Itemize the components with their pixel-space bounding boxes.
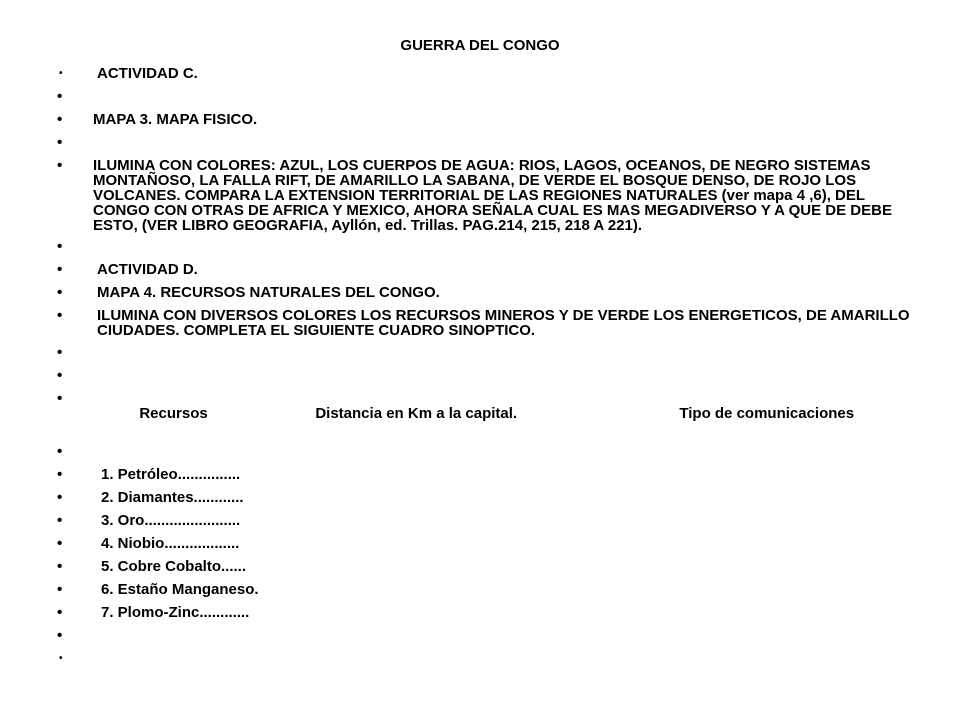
resource-estano-manganeso: 6. Estaño Manganeso. — [101, 581, 259, 598]
bullet-dot-icon: • — [57, 284, 63, 301]
bullet-dot-icon: • — [57, 581, 63, 598]
list-item — [56, 285, 916, 300]
page-title: GUERRA DEL CONGO — [400, 37, 560, 54]
list-item — [56, 651, 916, 666]
resource-cobre-cobalto: 5. Cobre Cobalto...... — [101, 558, 247, 575]
list-item — [56, 368, 916, 383]
map4-instructions: ILUMINA CON DIVERSOS COLORES LOS RECURSOS MINEROS Y DE VERDE LOS ENERGETICOS, DE AMARILLO CIUDADES. COMPLETA EL SIGUIENTE CUADRO SINOPTICO. — [97, 307, 910, 339]
resource-item — [56, 467, 916, 482]
map3-heading: MAPA 3. MAPA FISICO. — [93, 111, 258, 128]
bullet-dot-icon: • — [57, 558, 63, 575]
header-distancia: Distancia en Km a la capital. — [315, 405, 518, 422]
list-item — [56, 308, 916, 338]
resource-item — [56, 559, 916, 574]
list-item — [56, 135, 916, 150]
bullet-dot-icon: • — [59, 653, 63, 664]
bullet-list — [56, 66, 916, 674]
list-item — [56, 239, 916, 254]
bullet-dot-icon: • — [57, 134, 63, 151]
bullet-dot-icon: • — [57, 390, 63, 407]
activity-d-label: ACTIVIDAD D. — [97, 261, 198, 278]
resource-item — [56, 605, 916, 620]
resource-item — [56, 536, 916, 551]
resource-diamantes: 2. Diamantes............ — [101, 489, 244, 506]
bullet-dot-icon: • — [57, 88, 63, 105]
bullet-dot-icon: • — [57, 111, 63, 128]
resource-plomo-zinc: 7. Plomo-Zinc............ — [101, 604, 250, 621]
list-item — [56, 262, 916, 277]
resource-item — [56, 513, 916, 528]
resource-niobio: 4. Niobio.................. — [101, 535, 240, 552]
bullet-dot-icon: • — [59, 68, 63, 79]
bullet-dot-icon: • — [57, 627, 63, 644]
bullet-dot-icon: • — [57, 367, 63, 384]
bullet-dot-icon: • — [57, 261, 63, 278]
bullet-dot-icon: • — [57, 238, 63, 255]
bullet-dot-icon: • — [57, 466, 63, 483]
header-tipo-comunicaciones: Tipo de comunicaciones — [679, 405, 855, 422]
list-item — [56, 112, 916, 127]
header-recursos: Recursos — [139, 405, 208, 422]
list-item — [56, 628, 916, 643]
resource-petroleo: 1. Petróleo............... — [101, 466, 241, 483]
bullet-dot-icon: • — [57, 512, 63, 529]
activity-c-label: ACTIVIDAD C. — [97, 65, 198, 82]
table-header-row — [56, 391, 916, 436]
list-item — [56, 158, 916, 233]
resource-item — [56, 490, 916, 505]
bullet-dot-icon: • — [57, 604, 63, 621]
list-item — [56, 345, 916, 360]
list-item — [56, 89, 916, 104]
resource-item — [56, 582, 916, 597]
bullet-dot-icon: • — [57, 489, 63, 506]
list-item — [56, 444, 916, 459]
resource-oro: 3. Oro....................... — [101, 512, 241, 529]
bullet-dot-icon: • — [57, 307, 63, 324]
list-item — [56, 66, 916, 81]
bullet-dot-icon: • — [57, 535, 63, 552]
map3-instructions: ILUMINA CON COLORES: AZUL, LOS CUERPOS DE AGUA: RIOS, LAGOS, OCEANOS, DE NEGRO SISTEMAS MONTAÑOSO, LA FALLA RIFT, DE AMARILLO LA SABANA, DE VERDE EL BOSQUE DENSO, DE ROJO LOS VOLCANES. COMPARA LA EXTENSION TERRITORIAL DE LAS REGIONES NATURALES (ver mapa 4 ,6), DEL CONGO CON OTRAS DE AFRICA Y MEXICO, AHORA SEÑALA CUAL ES MAS MEGADIVERSO Y A QUE DE DEBE ESTO, (VER LIBRO GEOGRAFIA, Ayllón, ed. Trillas. PAG.214, 215, 218 A 221). — [93, 157, 892, 234]
bullet-dot-icon: • — [57, 344, 63, 361]
bullet-dot-icon: • — [57, 443, 63, 460]
bullet-dot-icon: • — [57, 157, 63, 174]
map4-heading: MAPA 4. RECURSOS NATURALES DEL CONGO. — [97, 284, 440, 301]
